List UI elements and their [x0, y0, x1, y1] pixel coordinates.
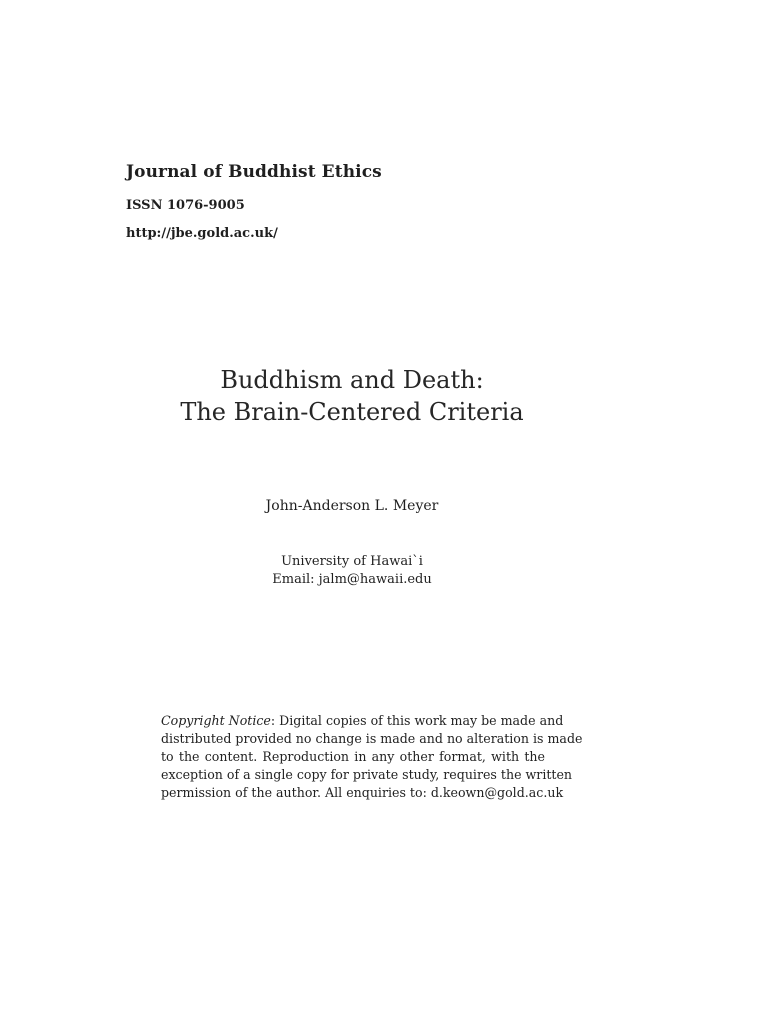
journal-url: http://jbe.gold.ac.uk/ — [126, 226, 278, 241]
article-title — [0, 364, 704, 428]
journal-title: Journal of Buddhist Ethics — [126, 162, 382, 182]
article-title-line-1: Buddhism and Death: — [220, 366, 484, 394]
copyright-line-2: distributed provided no change is made and no alteration is made — [161, 731, 583, 746]
copyright-line-5: permission of the author. All enquiries to: d.keown@gold.ac.uk — [161, 785, 564, 800]
copyright-notice — [161, 712, 583, 802]
copyright-label: Copyright Notice — [161, 713, 271, 728]
author-affiliation-block — [0, 553, 704, 589]
copyright-line-1 — [161, 712, 564, 730]
journal-issn: ISSN 1076-9005 — [126, 198, 245, 213]
article-author: John-Anderson L. Meyer — [265, 498, 439, 514]
copyright-line-4: exception of a single copy for private study, requires the written — [161, 767, 573, 782]
author-email: Email: jalm@hawaii.edu — [272, 572, 432, 587]
copyright-line-1-text: : Digital copies of this work may be made and — [270, 713, 564, 728]
copyright-line-3: to the content. Reproduction in any other format, with the — [161, 749, 545, 764]
article-title-line-2: The Brain-Centered Criteria — [180, 398, 524, 426]
author-affiliation: University of Hawai`i — [281, 554, 423, 569]
